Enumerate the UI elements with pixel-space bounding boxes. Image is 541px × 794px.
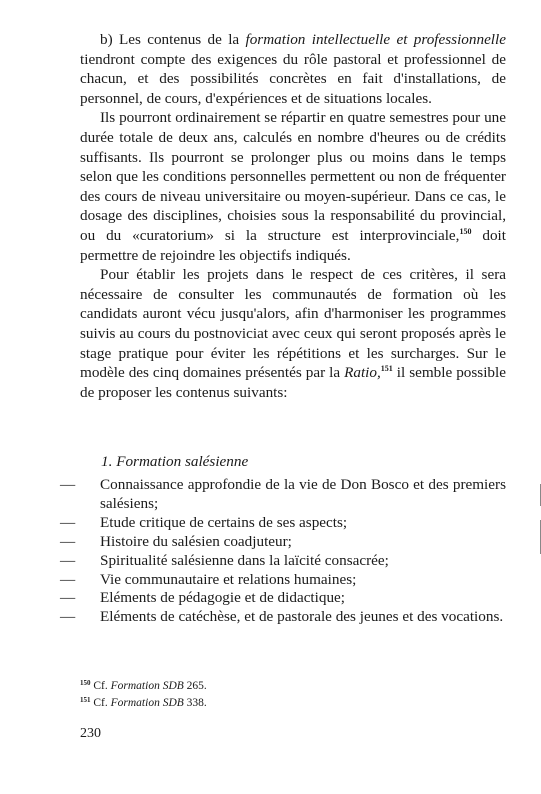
dash-marker: — [60, 589, 76, 607]
paragraph-text: b) Les contenus de la [100, 31, 246, 48]
list-item-text: Spiritualité salésienne dans la laïcité consacrée; [100, 551, 389, 569]
paragraph-semesters [80, 108, 506, 265]
list-item [60, 571, 506, 590]
dash-marker: — [60, 476, 76, 493]
footnote [80, 695, 506, 712]
paragraph-text: tiendront compte des exigences du rôle pastoral et professionnel de chacun, et des possibilités concrètes en fait d'installations, de personnel, de cours, d'expériences et de situations locales. [80, 50, 506, 107]
footnote-title: Formation SDB [110, 697, 184, 709]
dash-marker: — [60, 513, 76, 531]
list-item-text: Etude critique de certains de ses aspects; [100, 513, 348, 531]
italic-term: Ratio, [344, 364, 381, 382]
footnote [80, 678, 506, 695]
dash-marker: — [60, 551, 76, 569]
paragraph-text: il semble possible de proposer les contenus suivants: [80, 364, 506, 401]
list-item-text: Vie communautaire et relations humaines; [100, 570, 357, 588]
main-text [80, 30, 506, 402]
dash-marker: — [60, 570, 76, 588]
list-item [60, 514, 506, 533]
page-number: 230 [80, 726, 101, 741]
list-item [60, 589, 506, 608]
list-item [60, 533, 506, 552]
content-list [60, 476, 506, 627]
footnote-reference: 151 [380, 364, 393, 374]
footnote-number: 151 [80, 696, 91, 704]
footnote-prefix: Cf. [93, 680, 111, 692]
list-item-text: Histoire du salésien coadjuteur; [100, 532, 292, 550]
dash-marker: — [60, 532, 76, 550]
list-item [60, 608, 506, 627]
footnote-reference: 150 [459, 226, 472, 236]
footnote-number: 150 [80, 679, 91, 687]
paragraph-text: Pour établir les projets dans le respect de ces critères, il sera nécessaire de consulter les communautés de formation où les candidats auront vécu jusqu'alors, afin d'harmoniser les programmes suivis au cours du postnoviciat avec ceux qui seront proposés après le stage pratique pour éviter les répétitions et les surcharges. Sur le modèle des cinq domaines présentés par la [80, 266, 506, 382]
list-item-text: Eléments de pédagogie et de didactique; [100, 589, 346, 607]
footnote-page: 338. [183, 697, 207, 709]
paragraph-projects [80, 265, 506, 402]
paragraph-text: doit permettre de rejoindre les objectifs indiqués. [80, 226, 506, 264]
footnote-title: Formation SDB [110, 680, 184, 692]
paragraph-formation-contents [80, 30, 506, 108]
list-item [60, 552, 506, 571]
footnote-prefix: Cf. [93, 697, 111, 709]
list-item [60, 476, 506, 514]
footnotes [80, 678, 506, 712]
dash-marker: — [60, 608, 76, 626]
italic-term: formation intellectuelle et professionnelle [245, 31, 506, 48]
footnote-page: 265. [183, 680, 207, 692]
list-item-text: Eléments de catéchèse, et de pastorale des jeunes et des vocations. [100, 608, 504, 626]
list-item-text: Connaissance approfondie de la vie de Don Bosco et des premiers salésiens; [100, 476, 506, 512]
section-heading: 1. Formation salésienne [101, 453, 249, 470]
paragraph-text: Ils pourront ordinairement se répartir en quatre semestres pour une durée totale de deux ans, calculés en nombre d'heures ou de crédits suffisants. Ils pourront se prolonger plus ou moins dans le temps selon que les conditions personnelles permettent ou non de fréquenter des cours de niveau universitaire ou moyen-supérieur. Dans ce cas, le dosage des disciplines, choisies sous la responsabilité du provincial, ou du «curatorium» si la structure est interprovinciale, [80, 109, 506, 244]
